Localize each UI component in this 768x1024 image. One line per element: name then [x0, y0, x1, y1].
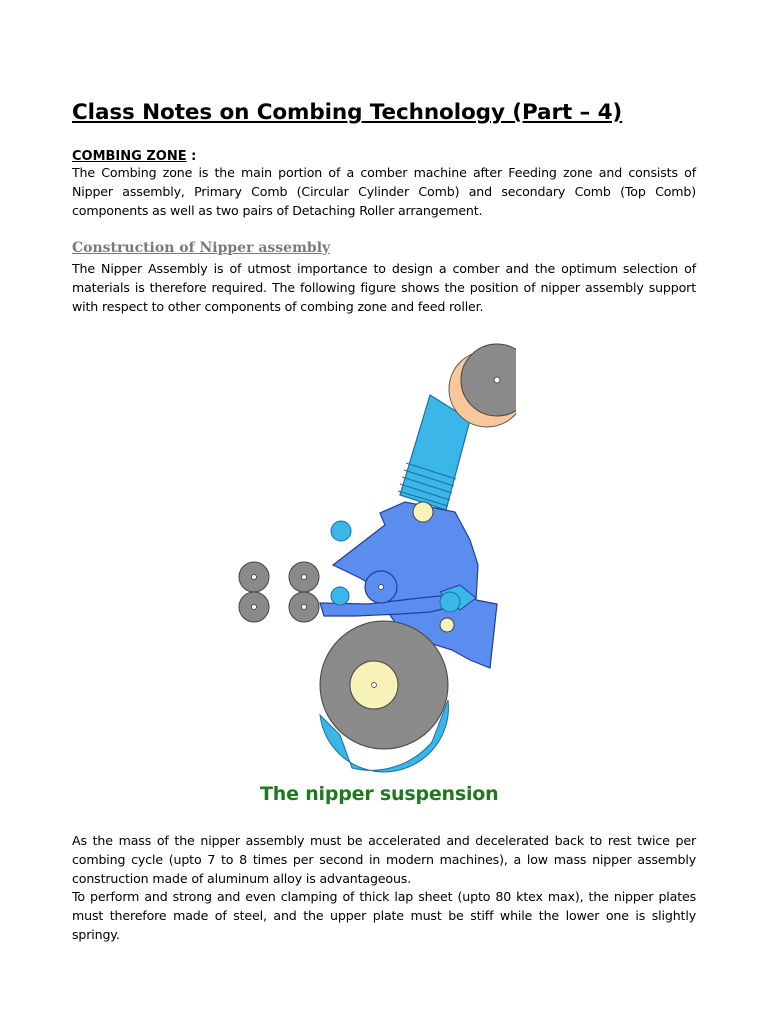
pivot-upper — [413, 502, 433, 522]
nipper-suspension-figure — [226, 335, 516, 775]
guide-roller-2 — [331, 587, 349, 605]
section-heading-combing-zone — [72, 149, 196, 164]
pivot-lower — [440, 618, 454, 632]
page-title: Class Notes on Combing Technology (Part – 4) — [72, 100, 623, 125]
paragraph-nipper-assembly: The Nipper Assembly is of utmost importance to design a comber and the optimum selection of materials is therefore required. The following figure shows the position of nipper assembly support with respect to other components of combing zone and feed roller. — [72, 261, 696, 314]
paragraph-combing-zone: The Combing zone is the main portion of a comber machine after Feeding zone and consists of Nipper assembly, Primary Comb (Circular Cylinder Comb) and secondary Comb (Top Comb) components as well as two pairs of Detaching Roller arrangement. — [72, 165, 696, 218]
paragraph-nipper-mass: As the mass of the nipper assembly must be accelerated and decelerated back to rest twice per combing cycle (upto 7 to 8 times per second in modern machines), a low mass nipper assembly construction made of aluminum alloy is advantageous. — [72, 833, 696, 886]
paragraph-nipper-clamping: To perform and strong and even clamping of thick lap sheet (upto 80 ktex max), the nipper plates must therefore made of steel, and the upper plate must be stiff while the lower one is slightly springy. — [72, 889, 696, 942]
figure-caption: The nipper suspension — [260, 783, 499, 805]
combing-cylinder — [320, 621, 448, 772]
detaching-rollers — [239, 562, 319, 622]
subheading-nipper-construction: Construction of Nipper assembly — [72, 240, 331, 256]
section-heading-text: COMBING ZONE — [72, 149, 187, 164]
guide-roller-1 — [331, 521, 351, 541]
guide-roller-3 — [440, 592, 460, 612]
section-heading-colon: : — [186, 149, 197, 164]
